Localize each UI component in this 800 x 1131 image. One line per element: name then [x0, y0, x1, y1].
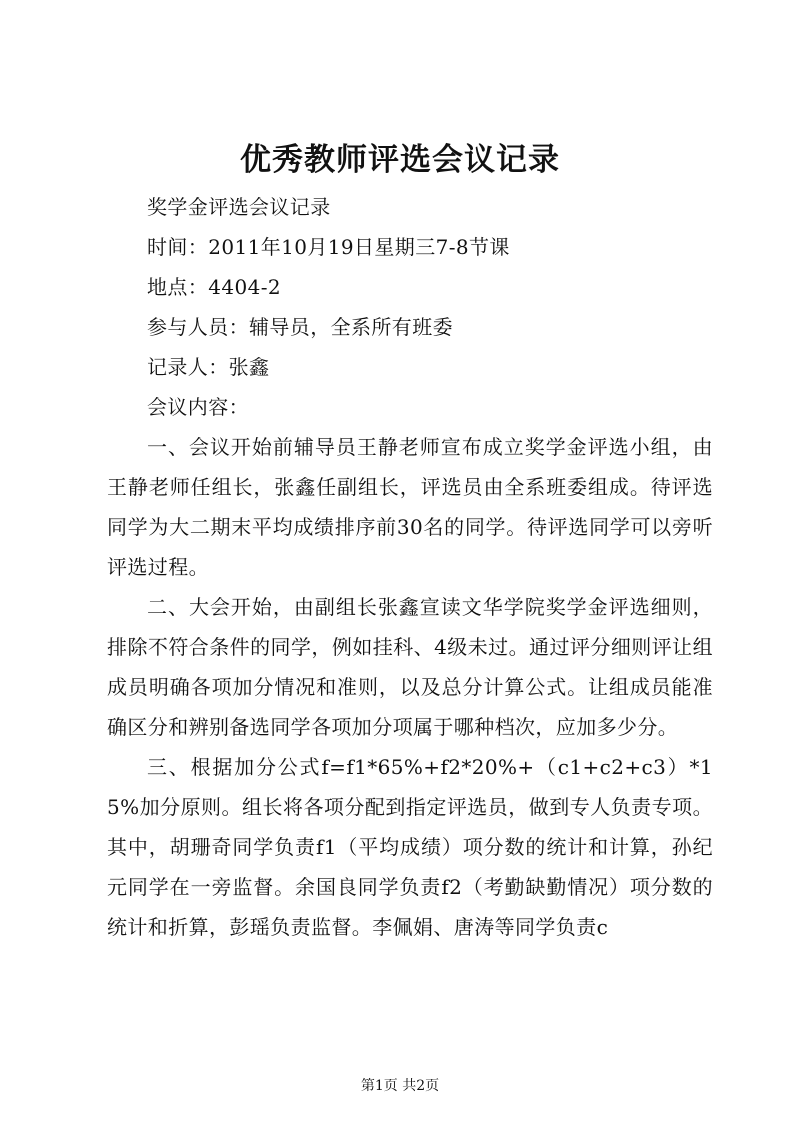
document-title: 优秀教师评选会议记录 [240, 142, 560, 178]
paragraph-item-three: 三、根据加分公式f=f1*65%+f2*20%+（c1+c2+c3）*15%加分原则。组长将各项分配到指定评选员，做到专人负责专项。其中，胡珊奇同学负责f1（平均成绩）项分数的统计和计算，孙纪元同学在一旁监督。余国良同学负责f2（考勤缺勤情况）项分数的统计和折算，彭瑶负责监督。李佩娟、唐涛等同学负责c [107, 755, 713, 939]
page-number-footer: 第1页 共2页 [360, 1078, 440, 1094]
paragraph-heading: 奖学金评选会议记录 [147, 195, 331, 219]
document-body [107, 187, 713, 947]
paragraph-item-one: 一、会议开始前辅导员王静老师宣布成立奖学金评选小组，由王静老师任组长，张鑫任副组长，评选员由全系班委组成。待评选同学为大二期末平均成绩排序前30名的同学。待评选同学可以旁听评选过程。 [107, 435, 713, 579]
paragraph-item-two: 二、大会开始，由副组长张鑫宣读文华学院奖学金评选细则，排除不符合条件的同学，例如挂科、4级未过。通过评分细则评让组成员明确各项加分情况和准则，以及总分计算公式。让组成员能准确区分和辨别备选同学各项加分项属于哪种档次，应加多少分。 [107, 595, 713, 739]
paragraph-recorder: 记录人：张鑫 [147, 355, 270, 379]
paragraph-time: 时间：2011年10月19日星期三7-8节课 [147, 235, 510, 259]
paragraph-content-label: 会议内容： [147, 395, 249, 419]
paragraph-attendees: 参与人员：辅导员，全系所有班委 [147, 315, 453, 339]
paragraph-location: 地点：4404-2 [147, 275, 281, 299]
